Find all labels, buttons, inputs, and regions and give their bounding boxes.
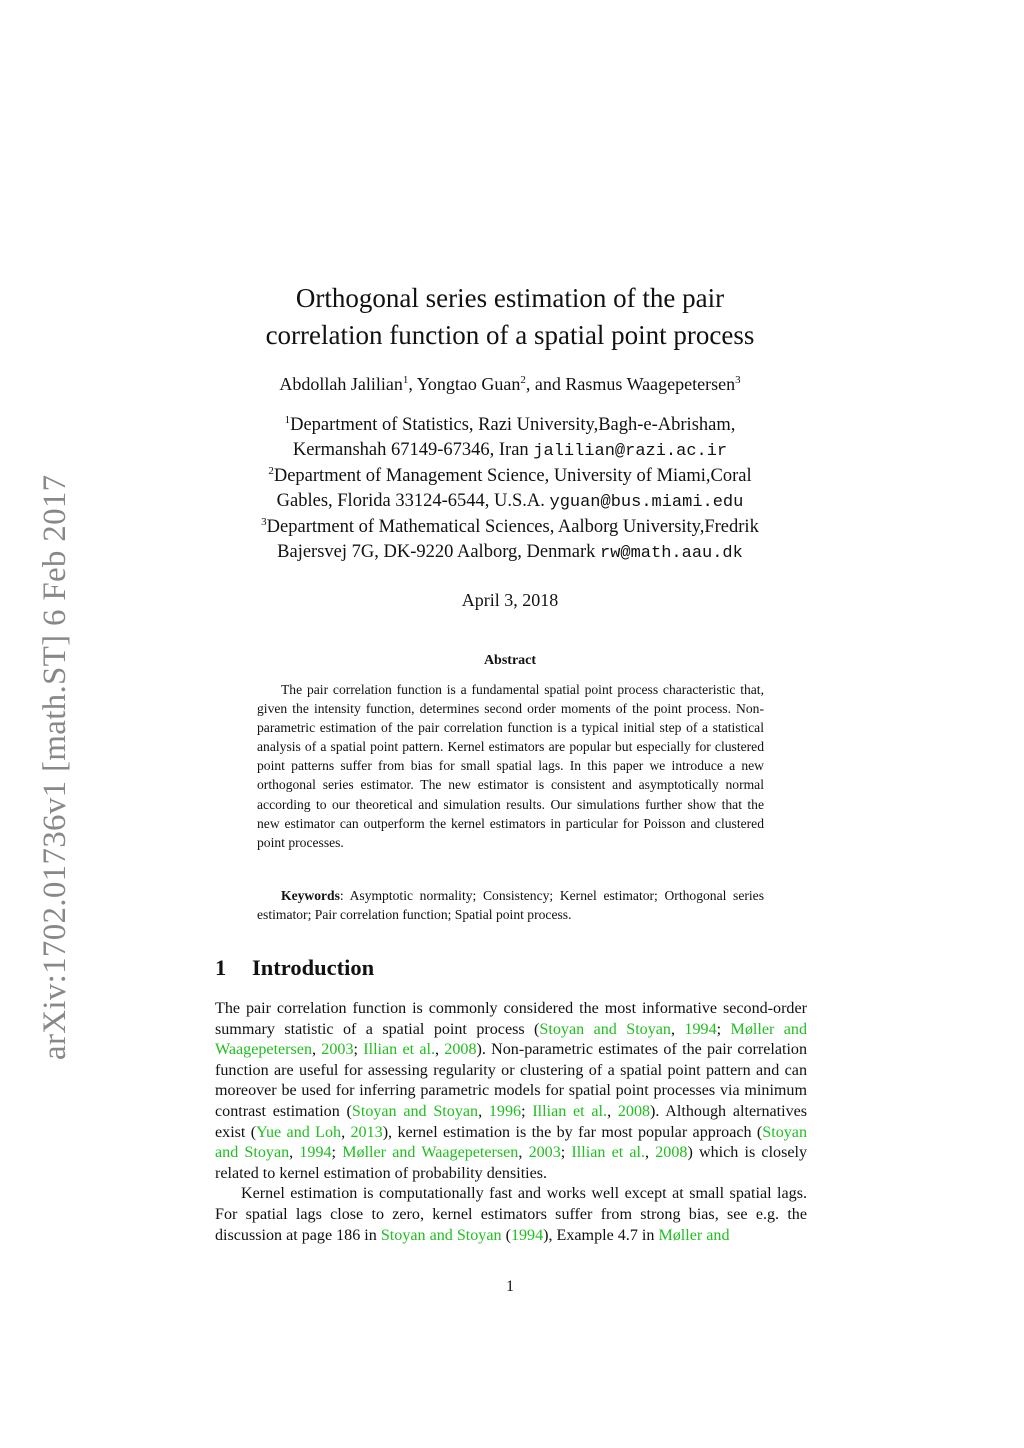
paragraph-text: ,	[518, 1144, 529, 1162]
paragraph-text: ,	[435, 1041, 445, 1059]
section-number: 1	[215, 955, 227, 980]
author-affil-mark: 3	[735, 374, 741, 386]
author-affil-mark: 2	[520, 374, 526, 386]
author-name: Yongtao Guan	[416, 374, 521, 394]
paragraph-text: ;	[560, 1144, 572, 1162]
affiliation-1: $^1$Department of Statistics, Razi University,Bagh-e-Abrisham, Kermanshah 67149-67346, Iran jalilian@razi.ac.ir	[284, 414, 736, 461]
paragraph-text: ), Example 4.7 in	[543, 1226, 659, 1244]
paragraph-text: ;	[353, 1041, 364, 1059]
paragraph-text: ,	[645, 1144, 656, 1162]
citation-link[interactable]: 2013	[350, 1123, 383, 1141]
paragraph-text: ,	[341, 1123, 351, 1141]
paragraph-text: ,	[312, 1041, 322, 1059]
author-list: Abdollah Jalilian$^1$, Yongtao Guan$^2$, and Rasmus Waagepetersen$^3$	[279, 374, 741, 394]
citation-link[interactable]: Møller and Waagepetersen	[342, 1144, 519, 1162]
citation-link[interactable]: 1996	[488, 1102, 522, 1120]
section-title: Introduction	[252, 955, 375, 980]
citation-link[interactable]: Møller and	[658, 1226, 730, 1244]
page-number: 1	[506, 1278, 514, 1295]
author-name: and Rasmus Waagepetersen	[534, 374, 736, 394]
affiliation-3: $^3$Department of Mathematical Sciences, Aalborg University,Fredrik Bajersvej 7G, DK-9220 Aalborg, Denmark rw@math.aau.dk	[261, 516, 759, 563]
paragraph	[215, 1184, 807, 1246]
affiliation-2: $^2$Department of Management Science, University of Miami,Coral Gables, Florida 33124-6544, U.S.A. yguan@bus.miami.edu	[268, 465, 752, 512]
paragraph-text: ). Non-parametric estimates of the pair correlation function are useful for assessing regularity or clustering of a spatial point pattern and can moreover be used for inferring parametric models for spatial point processes via minimum contrast estimation (	[215, 1041, 808, 1120]
paragraph-text: ;	[331, 1144, 343, 1162]
paragraph-text: ;	[521, 1102, 533, 1120]
paragraph-text: The pair correlation function is commonly considered the most informative second-order summary statistic of a spatial point process (	[215, 1000, 807, 1038]
author-affil-mark: 1	[402, 374, 409, 386]
author-name: Abdollah Jalilian	[279, 374, 403, 394]
keywords-label: Keywords	[281, 888, 340, 903]
paragraph-text: (	[501, 1226, 511, 1244]
paragraph-text: Kernel estimation is computationally fast and works well except at small spatial lags. For spatial lags close to zero, kernel estimators suffer from strong bias, see e.g. the discussion at page 186 in	[215, 1185, 807, 1244]
paper-title	[0, 280, 1020, 354]
paragraph-text: ,	[289, 1144, 300, 1162]
citation-link[interactable]: 1994	[510, 1226, 544, 1244]
affiliations	[0, 413, 1020, 566]
citation-link[interactable]: 1994	[684, 1020, 717, 1038]
citation-link[interactable]: Stoyan and Stoyan	[351, 1102, 479, 1120]
paragraph-text: ), kernel estimation is the by far most popular approach (	[382, 1123, 763, 1141]
paragraph-text: ). Although alternatives exist (	[215, 1102, 808, 1141]
citation-link[interactable]: 2008	[444, 1041, 477, 1059]
citation-link[interactable]: Stoyan and Stoyan	[380, 1226, 502, 1244]
email-link[interactable]: jalilian@razi.ac.ir	[533, 441, 728, 461]
email-link[interactable]: rw@math.aau.dk	[600, 543, 743, 563]
citation-link[interactable]: Illian et al.	[571, 1144, 646, 1162]
abstract-heading: Abstract	[483, 653, 537, 668]
paragraph-text: ) which is closely related to kernel estimation of probability densities.	[215, 1144, 808, 1182]
citation-link[interactable]: Stoyan and Stoyan	[539, 1020, 671, 1038]
citation-link[interactable]: 2008	[617, 1102, 651, 1120]
section-heading	[215, 955, 374, 981]
citation-link[interactable]: Stoyan and Stoyan	[215, 1123, 807, 1162]
citation-link[interactable]: 2003	[321, 1041, 354, 1059]
title-line-2: correlation function of a spatial point process	[265, 320, 755, 350]
abstract-text: The pair correlation function is a fundamental spatial point process characteristic that, given the intensity function, determines second order moments of the point process. Non-parametric estimation of the pair correlation function is a typical initial step of a statistical analysis of a spatial point pattern. Kernel estimators are popular but especially for clustered point patterns suffer from bias for small spatial lags. In this paper we introduce a new orthogonal series estimator. The new estimator is consistent and asymptotically normal according to our theoretical and simulation results. Our simulations further show that the new estimator can outperform the kernel estimators in particular for Poisson and clustered point processes.	[257, 682, 764, 850]
paragraph-text: ,	[670, 1020, 685, 1038]
paper-date: April 3, 2018	[461, 590, 559, 610]
keywords-text: : Asymptotic normality; Consistency; Kernel estimator; Orthogonal series estimator; Pair correlation function; Spatial point process.	[257, 888, 764, 923]
citation-link[interactable]: Yue and Loh	[256, 1123, 342, 1141]
title-line-1: Orthogonal series estimation of the pair	[295, 283, 725, 313]
paragraph-text: ,	[478, 1102, 489, 1120]
citation-link[interactable]: Illian et al.	[363, 1041, 435, 1059]
citation-link[interactable]: 1994	[299, 1144, 332, 1162]
arxiv-identifier-stamp: arXiv:1702.01736v1 [math.ST] 6 Feb 2017	[37, 474, 73, 1060]
citation-link[interactable]: 2008	[655, 1144, 688, 1162]
body-text	[215, 999, 807, 1246]
paragraph-text: ;	[716, 1020, 731, 1038]
keywords	[257, 886, 764, 924]
email-link[interactable]: yguan@bus.miami.edu	[549, 492, 744, 512]
paragraph-text: ,	[607, 1102, 618, 1120]
citation-link[interactable]: 2003	[528, 1144, 561, 1162]
paragraph	[215, 999, 807, 1184]
citation-link[interactable]: Møller and Waagepetersen	[215, 1020, 808, 1059]
citation-link[interactable]: Illian et al.	[532, 1102, 608, 1120]
